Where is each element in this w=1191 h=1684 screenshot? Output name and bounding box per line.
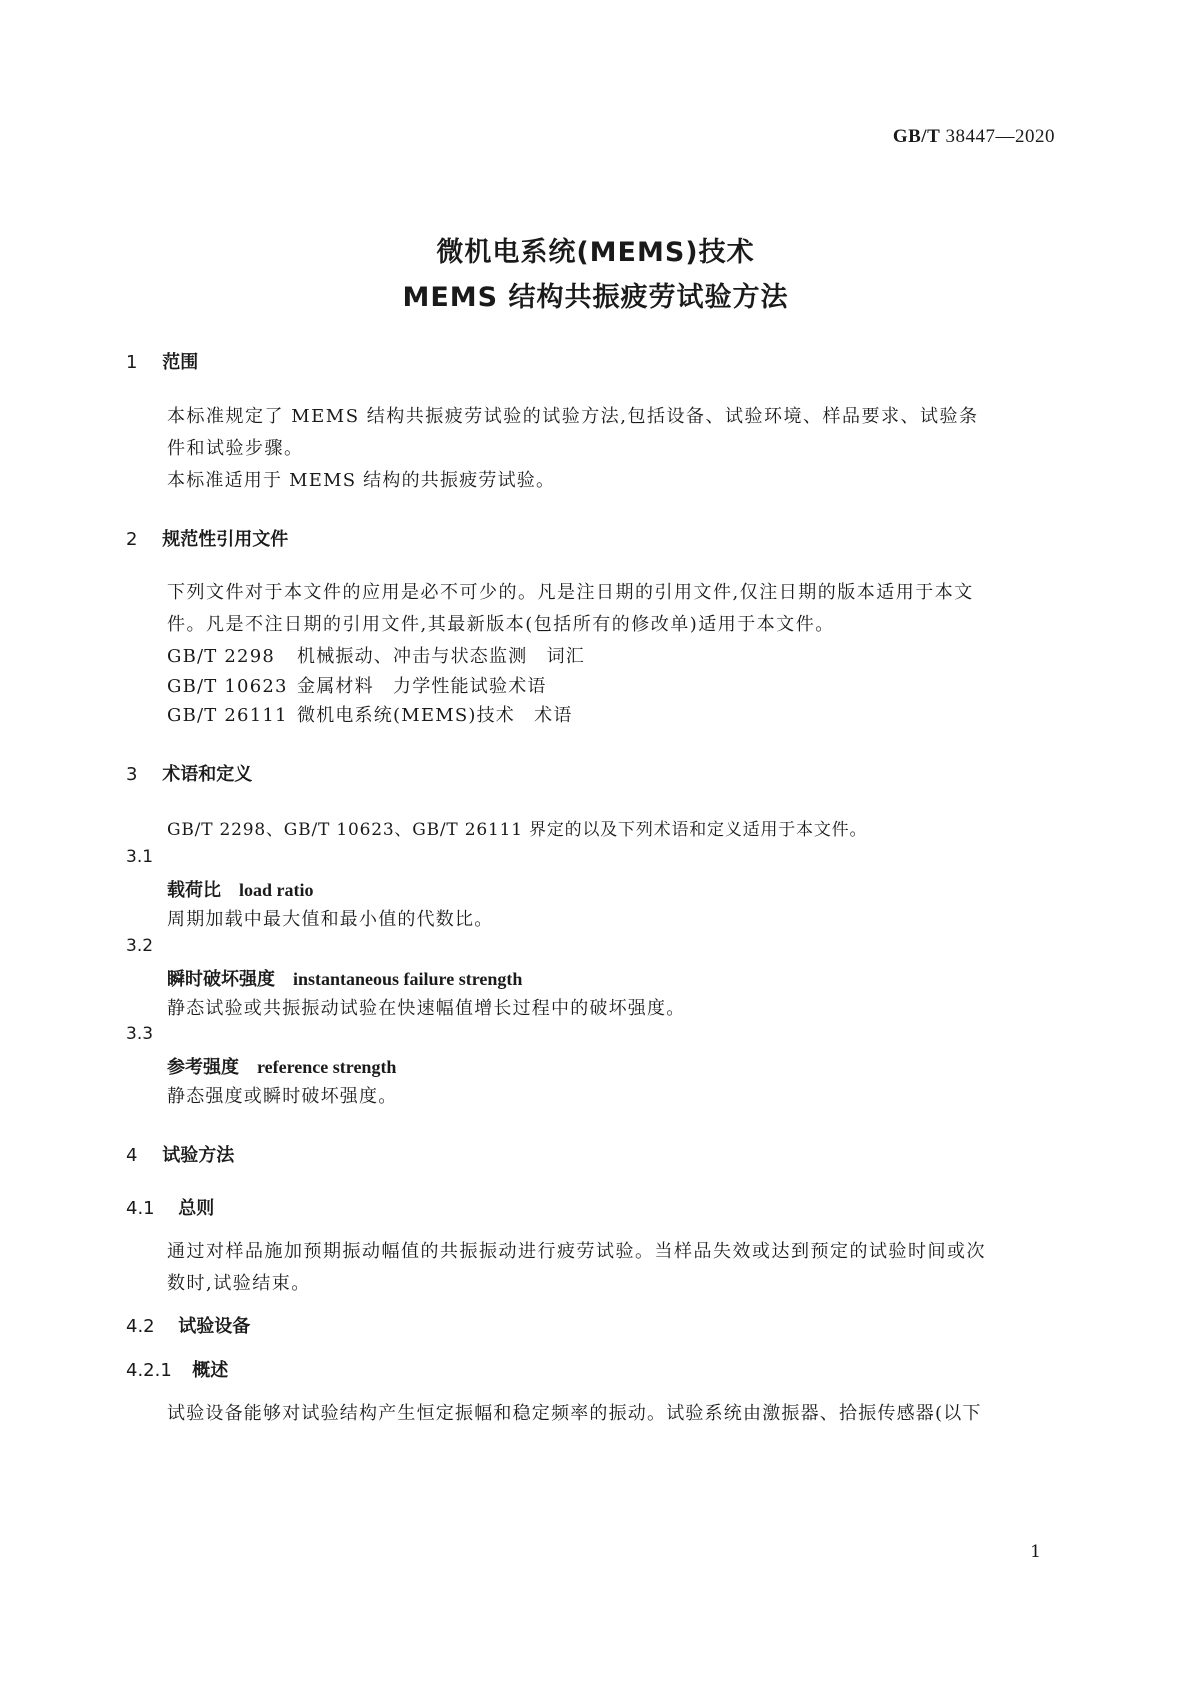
section-number: 4 xyxy=(126,1145,138,1166)
term-chinese: 载荷比 xyxy=(167,880,221,901)
section-title: 范围 xyxy=(162,352,199,373)
section-4-1-heading xyxy=(126,1194,214,1220)
section-3-intro: GB/T 2298、GB/T 10623、GB/T 26111 界定的以及下列术语和定义适用于本文件。 xyxy=(167,820,868,840)
section-1-paragraph-1: 本标准规定了 MEMS 结构共振疲劳试验的试验方法,包括设备、试验环境、样品要求、试验条件和试验步骤。 xyxy=(167,406,979,459)
term-english: reference strength xyxy=(257,1057,397,1077)
term-english: instantaneous failure strength xyxy=(293,969,523,989)
section-2-paragraph-1: 下列文件对于本文件的应用是必不可少的。凡是注日期的引用文件,仅注日期的版本适用于本文件。凡是不注日期的引用文件,其最新版本(包括所有的修改单)适用于本文件。 xyxy=(167,582,974,635)
term-number: 3.3 xyxy=(126,1024,154,1044)
term-english: load ratio xyxy=(239,880,314,900)
title-line-1: 微机电系统(MEMS)技术 xyxy=(436,237,755,268)
reference-title: 机械振动、冲击与状态监测 词汇 xyxy=(297,646,585,667)
reference-item xyxy=(167,701,573,727)
section-number: 4.1 xyxy=(126,1198,155,1219)
section-1-heading xyxy=(126,348,198,374)
title-line-2: MEMS 结构共振疲劳试验方法 xyxy=(402,282,789,313)
reference-title: 金属材料 力学性能试验术语 xyxy=(297,676,547,697)
reference-code: GB/T 10623 xyxy=(167,676,288,697)
section-title: 总则 xyxy=(178,1198,215,1219)
term-chinese: 瞬时破坏强度 xyxy=(167,969,275,990)
term-definition: 周期加载中最大值和最小值的代数比。 xyxy=(167,909,494,930)
section-title: 术语和定义 xyxy=(162,764,253,785)
reference-item xyxy=(167,672,547,698)
term-title xyxy=(167,876,314,902)
section-3-heading xyxy=(126,760,252,786)
term-number: 3.1 xyxy=(126,847,154,867)
reference-code: GB/T 2298 xyxy=(167,646,276,667)
page-number: 1 xyxy=(1030,1542,1041,1562)
term-title xyxy=(167,965,522,991)
term-chinese: 参考强度 xyxy=(167,1057,239,1078)
section-4-2-1-paragraph-1: 试验设备能够对试验结构产生恒定振幅和稳定频率的振动。试验系统由激振器、拾振传感器(以下 xyxy=(167,1403,982,1424)
section-title: 概述 xyxy=(192,1360,229,1381)
section-number: 4.2.1 xyxy=(126,1360,172,1381)
section-1-paragraph-2: 本标准适用于 MEMS 结构的共振疲劳试验。 xyxy=(167,470,556,491)
term-number: 3.2 xyxy=(126,936,154,956)
section-2-heading xyxy=(126,525,288,551)
term-definition: 静态试验或共振振动试验在快速幅值增长过程中的破坏强度。 xyxy=(167,998,686,1019)
section-number: 3 xyxy=(126,764,138,785)
reference-item xyxy=(167,642,585,668)
section-title: 试验设备 xyxy=(178,1316,251,1337)
standard-number: 38447—2020 xyxy=(945,126,1055,147)
standard-code xyxy=(893,126,1055,148)
section-number: 4.2 xyxy=(126,1316,155,1337)
section-title: 规范性引用文件 xyxy=(162,529,289,550)
section-4-heading xyxy=(126,1141,234,1167)
term-definition: 静态强度或瞬时破坏强度。 xyxy=(167,1086,398,1107)
section-4-2-1-heading xyxy=(126,1356,228,1382)
term-title xyxy=(167,1053,396,1079)
section-title: 试验方法 xyxy=(162,1145,235,1166)
section-number: 1 xyxy=(126,352,138,373)
reference-title: 微机电系统(MEMS)技术 术语 xyxy=(297,705,573,726)
section-number: 2 xyxy=(126,529,138,550)
section-4-1-paragraph-1: 通过对样品施加预期振动幅值的共振振动进行疲劳试验。当样品失效或达到预定的试验时间或次数时,试验结束。 xyxy=(167,1241,986,1294)
reference-code: GB/T 26111 xyxy=(167,705,288,726)
section-4-2-heading xyxy=(126,1312,250,1338)
standard-prefix: GB/T xyxy=(892,126,941,147)
